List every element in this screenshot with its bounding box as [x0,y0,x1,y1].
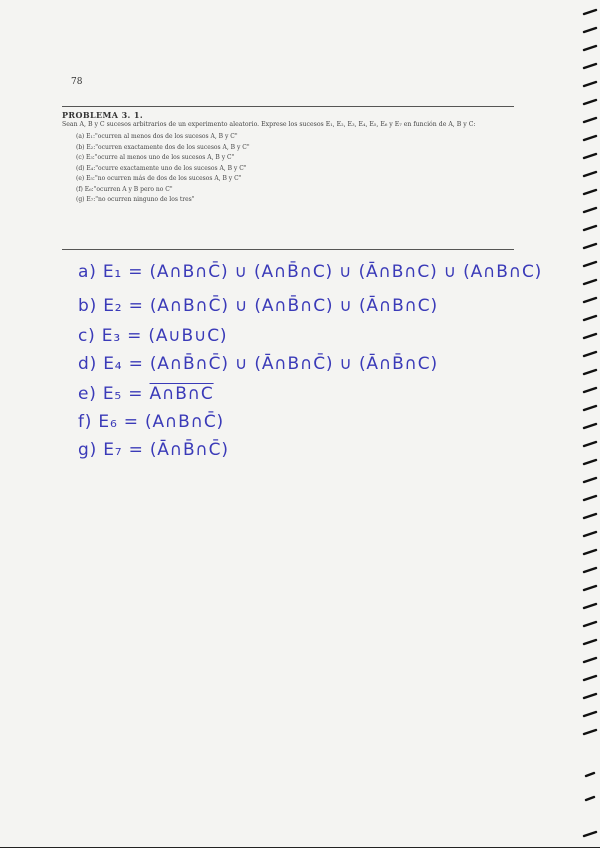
top-rule [62,106,514,107]
problem-item-b: (b) E₂:"ocurren exactamente dos de los sucesos A, B y C" [76,143,250,151]
problem-title: PROBLEMA 3. 1. [62,110,144,120]
spiral-binding [578,0,600,848]
answer-f: f) E₆ = (A∩B∩C̄) [78,412,224,432]
answer-g: g) E₇ = (Ā∩B̄∩C̄) [78,440,229,460]
problem-item-d: (d) E₄:"ocurre exactamente uno de los sucesos A, B y C" [76,164,247,172]
page-number: 78 [71,77,83,87]
problem-block [62,110,517,206]
answer-a: a) E₁ = (A∩B∩C̄) ∪ (A∩B̄∩C) ∪ (Ā∩B∩C) ∪ (A∩B∩C) [78,262,543,282]
problem-item-a: (a) E₁:"ocurren al menos dos de los sucesos A, B y C" [76,133,238,140]
problem-item-f: (f) E₆:"ocurren A y B pero no C" [76,185,173,193]
problem-item-g: (g) E₇:"no ocurren ninguno de los tres" [76,196,195,203]
problem-item-e: (e) E₅:"no ocurren más de dos de los sucesos A, B y C" [76,175,242,182]
answer-b: b) E₂ = (A∩B∩C̄) ∪ (A∩B̄∩C) ∪ (Ā∩B∩C) [78,296,438,316]
answer-d: d) E₄ = (A∩B̄∩C̄) ∪ (Ā∩B∩C̄) ∪ (Ā∩B̄∩C) [78,354,438,374]
problem-statement: Sean A, B y C sucesos arbitrarios de un experimento aleatorio. Exprese los sucesos E₁, E₂, E₃, E₄, E₅, E₆ y E₇ en función de A, B y C: [62,121,476,128]
problem-items [76,132,517,206]
problem-item-c: (c) E₃:"ocurre al menos uno de los sucesos A, B y C" [76,154,235,161]
answer-c: c) E₃ = (A∪B∪C) [78,326,228,346]
answer-e: e) E₅ = A∩B∩C [78,384,214,404]
bottom-rule [62,249,514,250]
